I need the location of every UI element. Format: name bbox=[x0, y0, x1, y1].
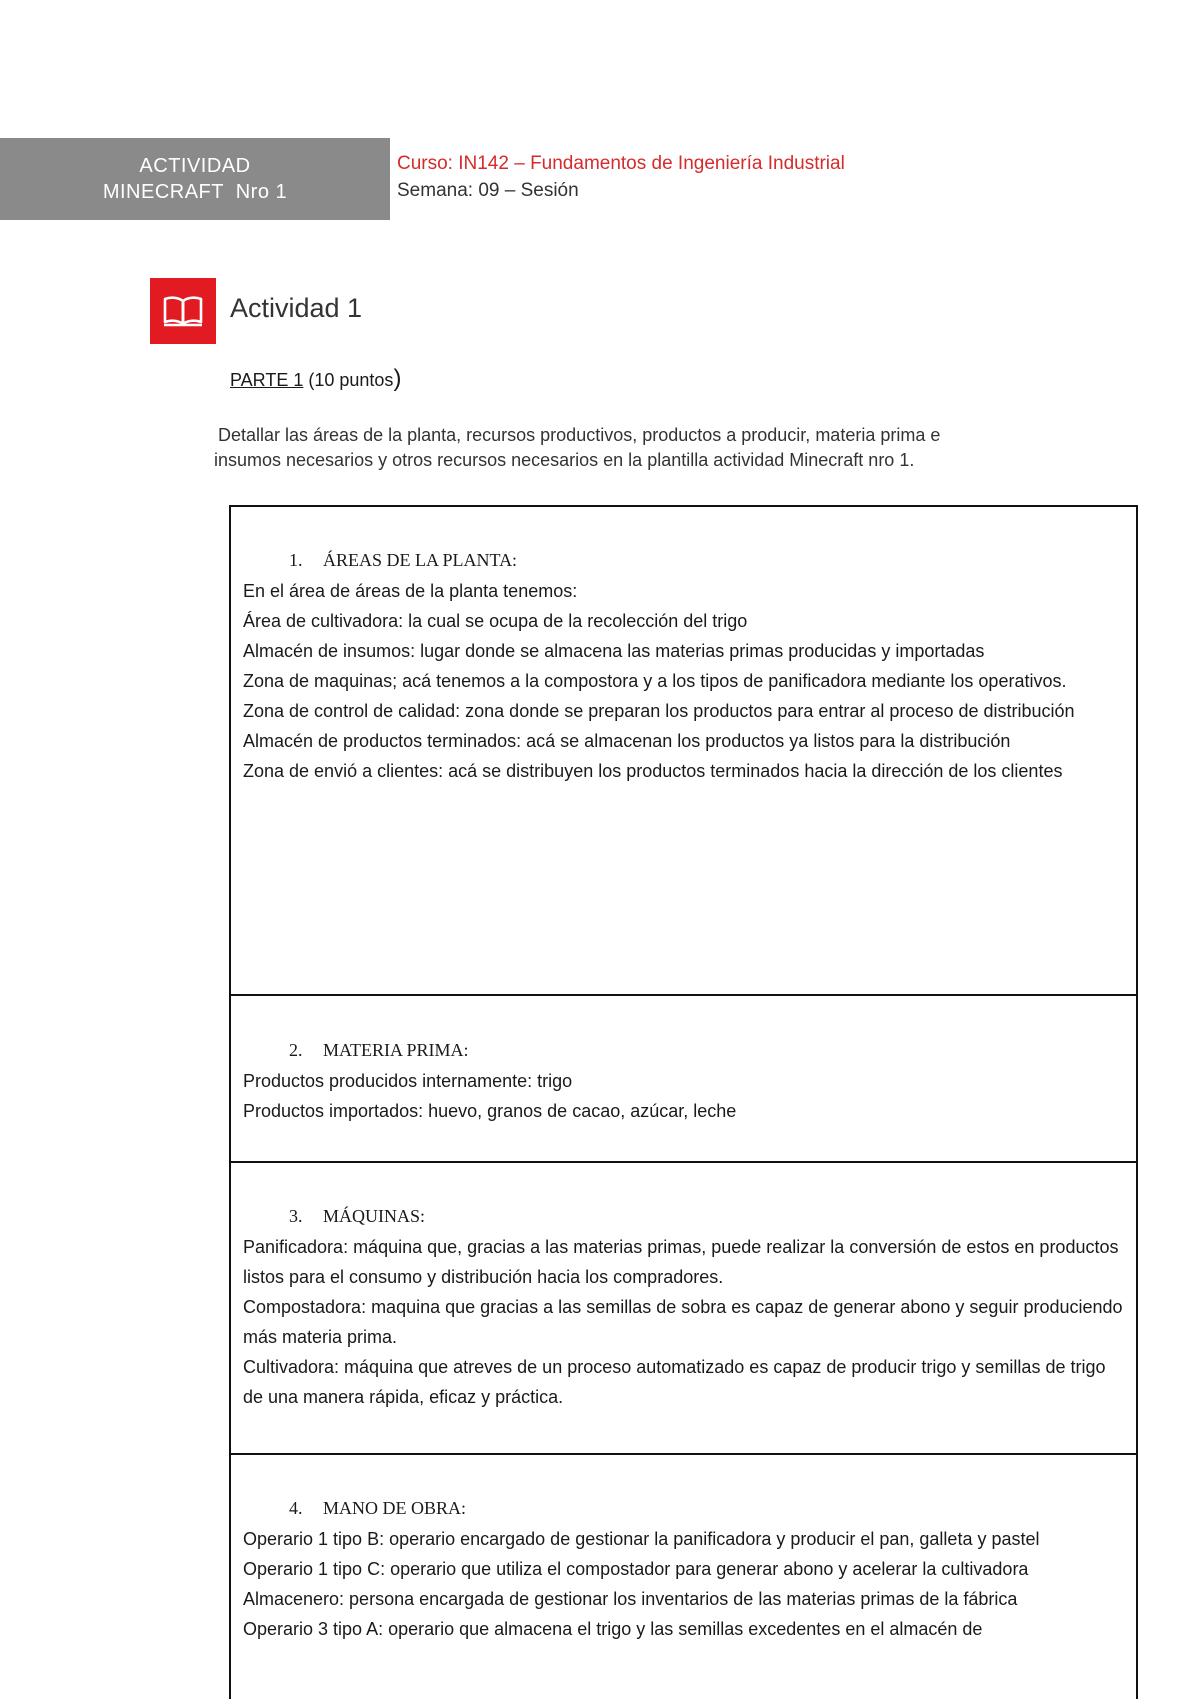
paragraph: Zona de control de calidad: zona donde se preparan los productos para entrar al proceso de distribución bbox=[243, 701, 1075, 721]
section-mano-de-obra bbox=[231, 1492, 1136, 1644]
part-points: (10 puntos bbox=[303, 370, 394, 390]
section-title: MATERIA PRIMA: bbox=[323, 1040, 469, 1060]
section-number: 2. bbox=[289, 1040, 303, 1060]
open-book-icon bbox=[150, 278, 216, 344]
paragraph: Cultivadora: máquina que atreves de un proceso automatizado es capaz de producir trigo y semillas de trigo de una manera rápida, eficaz y práctica. bbox=[243, 1357, 1106, 1407]
badge-line-1: ACTIVIDAD bbox=[139, 155, 251, 177]
paragraph: En el área de áreas de la planta tenemos: bbox=[243, 581, 578, 601]
instructions-line-2: insumos necesarios y otros recursos necesarios en la plantilla actividad Minecraft nro 1. bbox=[214, 450, 915, 470]
paragraph: Almacén de insumos: lugar donde se almacena las materias primas producidas y importadas bbox=[243, 641, 985, 661]
instructions bbox=[214, 423, 1074, 473]
paragraph: Zona de envió a clientes: acá se distribuyen los productos terminados hacia la dirección de los clientes bbox=[243, 761, 1063, 781]
paragraph: Zona de maquinas; acá tenemos a la compostora y a los tipos de panificadora mediante los operativos. bbox=[243, 671, 1067, 691]
section-number: 4. bbox=[289, 1498, 303, 1518]
paragraph: Productos importados: huevo, granos de cacao, azúcar, leche bbox=[243, 1101, 737, 1121]
week-line: Semana: 09 – Sesión bbox=[397, 180, 579, 201]
section-heading bbox=[289, 1200, 1126, 1232]
paragraph: Operario 1 tipo C: operario que utiliza el compostador para generar abono y acelerar la cultivadora bbox=[243, 1559, 1029, 1579]
answer-table bbox=[229, 505, 1138, 1699]
section-heading bbox=[289, 544, 1126, 576]
section-maquinas bbox=[231, 1200, 1136, 1412]
activity-badge bbox=[0, 138, 390, 220]
part-heading bbox=[230, 365, 401, 393]
paragraph: Productos producidos internamente: trigo bbox=[243, 1071, 573, 1091]
paragraph: Área de cultivadora: la cual se ocupa de la recolección del trigo bbox=[243, 611, 748, 631]
activity-title: Actividad 1 bbox=[230, 293, 363, 323]
paragraph: Panificadora: máquina que, gracias a las materias primas, puede realizar la conversión de estos en productos listos para el consumo y distribución hacia los compradores. bbox=[243, 1237, 1119, 1287]
section-areas bbox=[231, 544, 1136, 786]
paragraph: Operario 1 tipo B: operario encargado de gestionar la panificadora y producir el pan, galleta y pastel bbox=[243, 1529, 1040, 1549]
paragraph: Almacenero: persona encargada de gestionar los inventarios de las materias primas de la fábrica bbox=[243, 1589, 1018, 1609]
section-title: ÁREAS DE LA PLANTA: bbox=[323, 550, 518, 570]
course-info bbox=[397, 150, 845, 204]
row-divider bbox=[231, 994, 1136, 996]
section-number: 3. bbox=[289, 1206, 303, 1226]
section-number: 1. bbox=[289, 550, 303, 570]
row-divider bbox=[231, 1453, 1136, 1455]
paragraph: Operario 3 tipo A: operario que almacena el trigo y las semillas excedentes en el almacén de bbox=[243, 1619, 983, 1639]
section-title: MÁQUINAS: bbox=[323, 1206, 426, 1226]
part-close: ) bbox=[393, 365, 402, 392]
section-materia-prima bbox=[231, 1034, 1136, 1126]
course-line: Curso: IN142 – Fundamentos de Ingeniería Industrial bbox=[397, 153, 845, 174]
section-heading bbox=[289, 1034, 1126, 1066]
part-label: PARTE 1 bbox=[230, 370, 304, 390]
paragraph: Almacén de productos terminados: acá se almacenan los productos ya listos para la distribución bbox=[243, 731, 1011, 751]
badge-line-2: MINECRAFT Nro 1 bbox=[102, 181, 288, 203]
instructions-line-1: Detallar las áreas de la planta, recursos productivos, productos a producir, materia prima e bbox=[218, 425, 941, 445]
row-divider bbox=[231, 1161, 1136, 1163]
section-heading bbox=[289, 1492, 1126, 1524]
section-title: MANO DE OBRA: bbox=[323, 1498, 467, 1518]
paragraph: Compostadora: maquina que gracias a las semillas de sobra es capaz de generar abono y seguir produciendo más materia prima. bbox=[243, 1297, 1123, 1347]
